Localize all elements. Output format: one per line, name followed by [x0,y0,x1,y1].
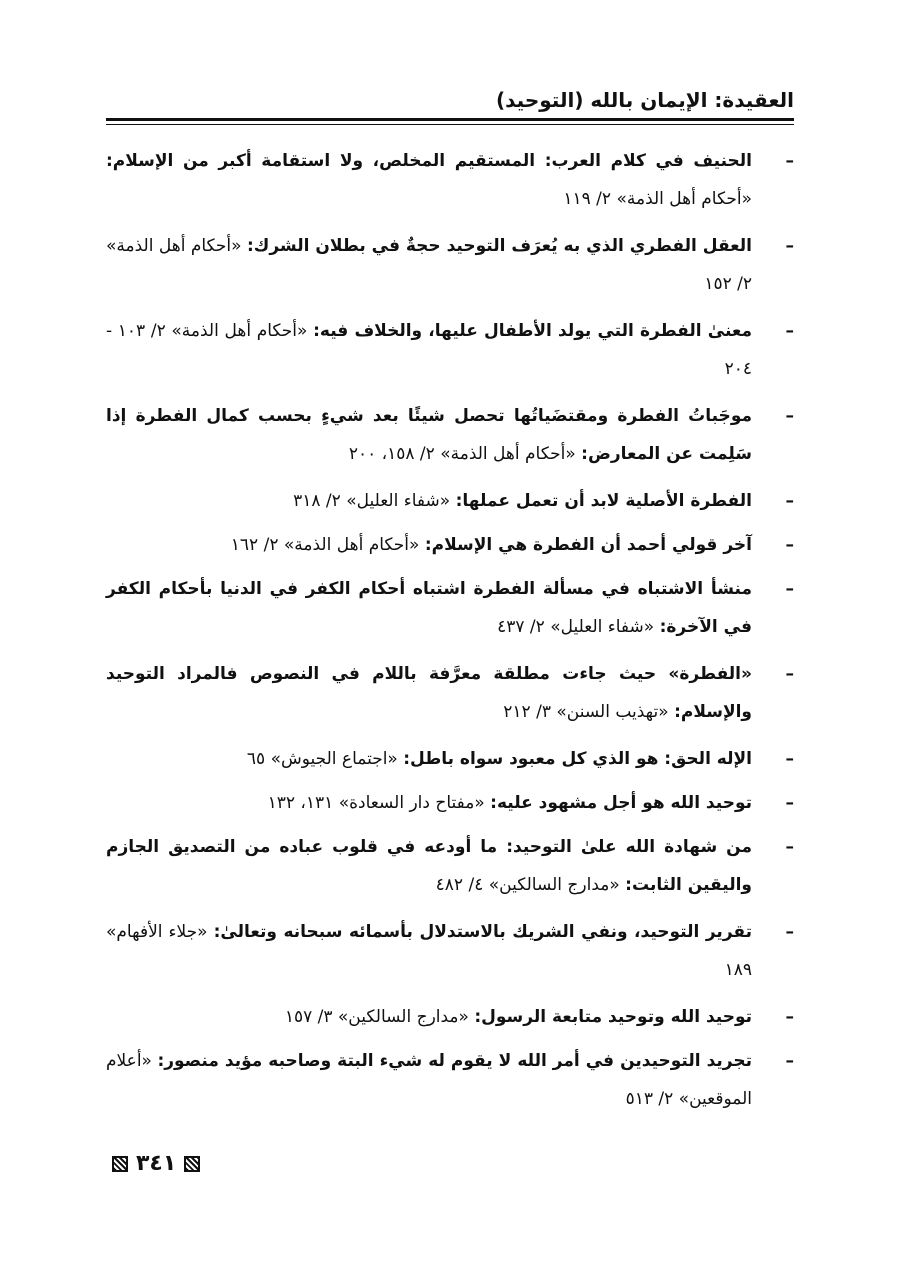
index-entry [106,482,794,520]
index-entry [106,998,794,1036]
entry-topic: «الفطرة» حيث جاءت مطلقة معرَّفة باللام في النصوص فالمراد التوحيد والإسلام: [106,664,752,722]
dash-bullet: – [785,793,794,813]
dash-bullet: – [785,535,794,555]
dash-bullet: – [785,151,794,171]
ornament-icon [112,1156,128,1172]
index-entry [106,570,794,646]
index-entries [106,142,794,1127]
entry-reference: «تهذيب السنن» ٣/ ٢١٢ [503,702,669,722]
index-entry [106,397,794,473]
dash-bullet: – [785,406,794,426]
ornament-icon [184,1156,200,1172]
entry-reference: «شفاء العليل» ٢/ ٤٣٧ [497,617,655,637]
index-entry [106,1042,794,1118]
entry-topic: العقل الفطري الذي به يُعرَف التوحيد حجةٌ في بطلان الشرك: [246,236,752,256]
index-entry [106,828,794,904]
entry-reference: «مدارج السالكين» ٣/ ١٥٧ [284,1007,469,1027]
index-entry [106,740,794,778]
dash-bullet: – [785,922,794,942]
entry-topic: الإله الحق: هو الذي كل معبود سواه باطل: [403,749,752,769]
dash-bullet: – [785,321,794,341]
entry-reference: «أحكام أهل الذمة» ٢/ ١٦٢ [230,535,420,555]
index-entry [106,142,794,218]
entry-reference: «أحكام أهل الذمة» ٢/ ١٠٣ - ٢٠٤ [106,321,752,379]
index-entry [106,913,794,989]
entry-topic: تقرير التوحيد، ونفي الشريك بالاستدلال بأسمائه سبحانه وتعالىٰ: [213,922,753,942]
entry-reference: «أحكام أهل الذمة» ٢/ ١٥٢ [106,236,752,294]
entry-reference: «شفاء العليل» ٢/ ٣١٨ [293,491,451,511]
entry-topic: موجَباتُ الفطرة ومقتضَياتُها تحصل شيئًا بعد شيءٍ بحسب كمال الفطرة إذا سَلِمت عن المعارض: [106,406,752,464]
entry-reference: «أعلام الموقعين» ٢/ ٥١٣ [106,1051,752,1109]
entry-topic: الحنيف في كلام العرب: المستقيم المخلص، ولا استقامة أكبر من الإسلام: [106,151,752,171]
entry-topic: توحيد الله وتوحيد متابعة الرسول: [474,1007,752,1027]
page-footer [112,1152,200,1176]
index-entry [106,655,794,731]
entry-reference: «مدارج السالكين» ٤/ ٤٨٢ [435,875,620,895]
entry-reference: «اجتماع الجيوش» ٦٥ [246,749,398,769]
index-entry [106,227,794,303]
dash-bullet: – [785,236,794,256]
entry-topic: تجريد التوحيدين في أمر الله لا يقوم له شيء البتة وصاحبه مؤيد منصور: [157,1051,752,1071]
dash-bullet: – [785,579,794,599]
entry-topic: توحيد الله هو أجل مشهود عليه: [490,793,752,813]
header-rule-thin [106,124,794,125]
header-rule [106,118,794,121]
entry-topic: آخر قولي أحمد أن الفطرة هي الإسلام: [424,535,752,555]
entry-reference: «أحكام أهل الذمة» ٢/ ١٥٨، ٢٠٠ [348,444,576,464]
dash-bullet: – [785,1051,794,1071]
entry-topic: معنىٰ الفطرة التي يولد الأطفال عليها، والخلاف فيه: [313,321,753,341]
dash-bullet: – [785,749,794,769]
entry-topic: منشأ الاشتباه في مسألة الفطرة اشتباه أحكام الكفر في الدنيا بأحكام الكفر في الآخرة: [106,579,752,637]
entry-reference: «جلاء الأفهام» ١٨٩ [106,922,752,980]
dash-bullet: – [785,664,794,684]
index-entry [106,312,794,388]
page-number: ٣٤١ [136,1151,177,1176]
index-entry [106,526,794,564]
entry-topic: من شهادة الله علىٰ التوحيد: ما أودعه في قلوب عباده من التصديق الجازم واليقين الثابت: [106,837,752,895]
running-head: العقيدة: الإيمان بالله (التوحيد) [495,88,794,112]
entry-reference: «مفتاح دار السعادة» ١٣١، ١٣٢ [267,793,485,813]
entry-topic: الفطرة الأصلية لابد أن تعمل عملها: [455,491,752,511]
dash-bullet: – [785,491,794,511]
index-entry [106,784,794,822]
dash-bullet: – [785,1007,794,1027]
dash-bullet: – [785,837,794,857]
entry-reference: «أحكام أهل الذمة» ٢/ ١١٩ [563,189,752,209]
